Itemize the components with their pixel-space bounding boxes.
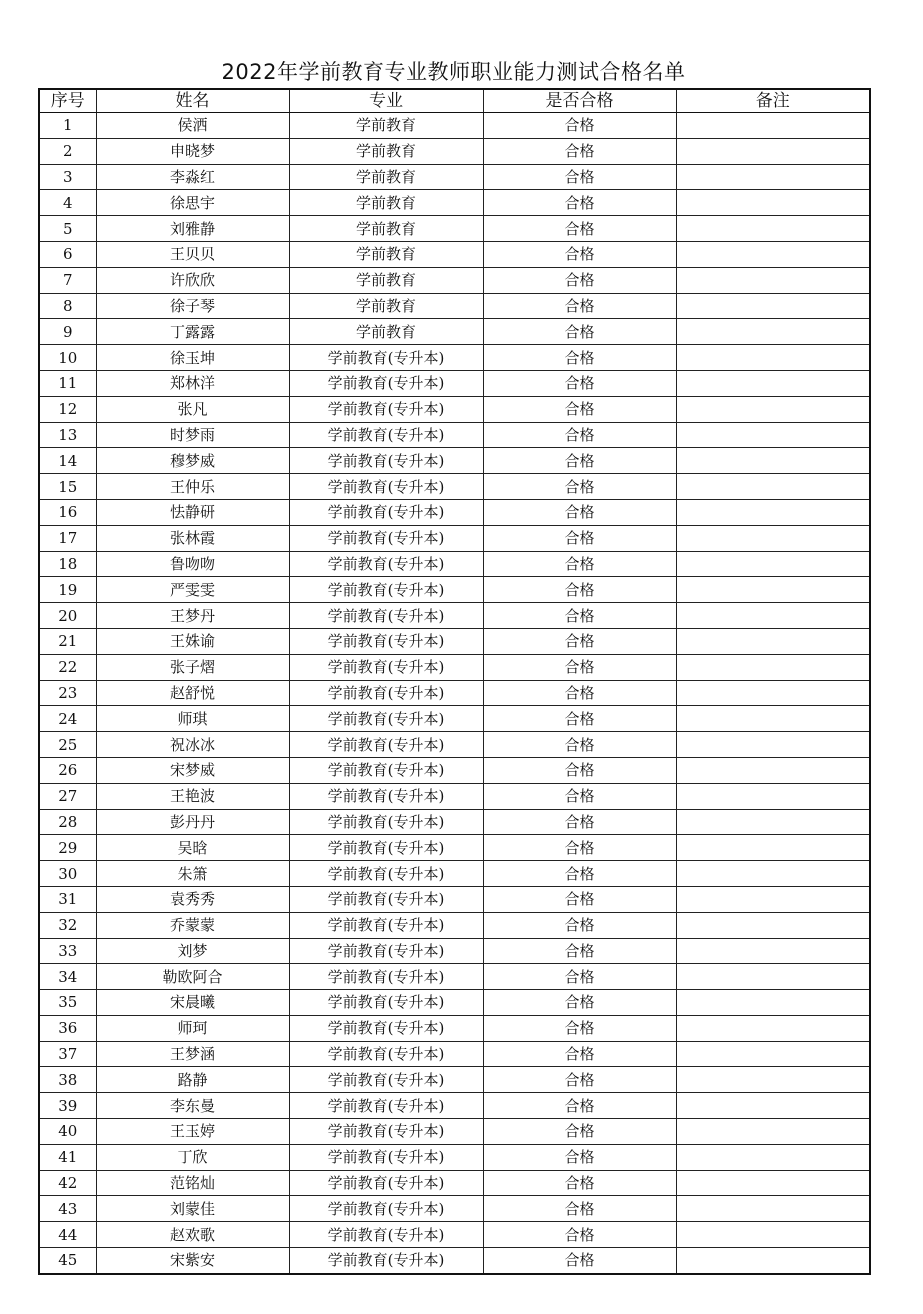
cell-pass: 合格 [483, 861, 676, 887]
table-row [39, 809, 870, 835]
cell-name: 彭丹丹 [96, 809, 289, 835]
cell-note [676, 370, 870, 396]
table-row [39, 732, 870, 758]
cell-number: 5 [39, 216, 96, 242]
cell-major: 学前教育(专升本) [289, 422, 483, 448]
cell-note [676, 241, 870, 267]
cell-pass: 合格 [483, 912, 676, 938]
cell-pass: 合格 [483, 886, 676, 912]
cell-number: 32 [39, 912, 96, 938]
header-row [39, 89, 870, 113]
cell-pass: 合格 [483, 783, 676, 809]
cell-pass: 合格 [483, 499, 676, 525]
cell-pass: 合格 [483, 732, 676, 758]
cell-number: 43 [39, 1196, 96, 1222]
cell-note [676, 964, 870, 990]
cell-pass: 合格 [483, 1222, 676, 1248]
cell-number: 6 [39, 241, 96, 267]
cell-note [676, 345, 870, 371]
cell-note [676, 706, 870, 732]
cell-note [676, 164, 870, 190]
table-row [39, 938, 870, 964]
cell-major: 学前教育(专升本) [289, 654, 483, 680]
cell-pass: 合格 [483, 448, 676, 474]
cell-number: 36 [39, 1015, 96, 1041]
cell-pass: 合格 [483, 809, 676, 835]
table-row [39, 1041, 870, 1067]
cell-name: 张林霞 [96, 525, 289, 551]
table-row [39, 628, 870, 654]
cell-note [676, 732, 870, 758]
cell-pass: 合格 [483, 1144, 676, 1170]
cell-number: 19 [39, 577, 96, 603]
cell-name: 赵欢歌 [96, 1222, 289, 1248]
cell-major: 学前教育(专升本) [289, 1196, 483, 1222]
table-header [39, 89, 870, 113]
cell-major: 学前教育(专升本) [289, 345, 483, 371]
table-row [39, 1196, 870, 1222]
cell-name: 徐子琴 [96, 293, 289, 319]
cell-pass: 合格 [483, 370, 676, 396]
table-row [39, 861, 870, 887]
table-row [39, 1093, 870, 1119]
cell-note [676, 448, 870, 474]
table-row [39, 1119, 870, 1145]
table-row [39, 680, 870, 706]
cell-major: 学前教育(专升本) [289, 1144, 483, 1170]
cell-major: 学前教育(专升本) [289, 628, 483, 654]
cell-number: 18 [39, 551, 96, 577]
cell-pass: 合格 [483, 835, 676, 861]
cell-number: 20 [39, 603, 96, 629]
table-row [39, 396, 870, 422]
cell-name: 宋紫安 [96, 1248, 289, 1274]
cell-name: 袁秀秀 [96, 886, 289, 912]
cell-note [676, 835, 870, 861]
cell-name: 郑林洋 [96, 370, 289, 396]
cell-number: 3 [39, 164, 96, 190]
cell-pass: 合格 [483, 164, 676, 190]
cell-major: 学前教育(专升本) [289, 732, 483, 758]
cell-number: 1 [39, 113, 96, 139]
cell-note [676, 1015, 870, 1041]
cell-name: 刘雅静 [96, 216, 289, 242]
cell-note [676, 990, 870, 1016]
column-header-major: 专业 [289, 89, 483, 113]
cell-pass: 合格 [483, 1248, 676, 1274]
table-row [39, 319, 870, 345]
cell-note [676, 1041, 870, 1067]
cell-name: 时梦雨 [96, 422, 289, 448]
cell-pass: 合格 [483, 1041, 676, 1067]
cell-name: 李淼红 [96, 164, 289, 190]
cell-major: 学前教育(专升本) [289, 835, 483, 861]
cell-major: 学前教育 [289, 267, 483, 293]
cell-note [676, 1248, 870, 1274]
table-row [39, 293, 870, 319]
cell-note [676, 809, 870, 835]
table-row [39, 654, 870, 680]
cell-name: 吴晗 [96, 835, 289, 861]
cell-pass: 合格 [483, 1015, 676, 1041]
table-row [39, 113, 870, 139]
table-row [39, 1222, 870, 1248]
cell-pass: 合格 [483, 938, 676, 964]
cell-number: 27 [39, 783, 96, 809]
cell-name: 侯洒 [96, 113, 289, 139]
cell-major: 学前教育(专升本) [289, 809, 483, 835]
cell-number: 37 [39, 1041, 96, 1067]
cell-major: 学前教育(专升本) [289, 603, 483, 629]
cell-number: 14 [39, 448, 96, 474]
cell-major: 学前教育(专升本) [289, 886, 483, 912]
cell-major: 学前教育(专升本) [289, 1093, 483, 1119]
table-row [39, 525, 870, 551]
cell-note [676, 551, 870, 577]
cell-name: 宋梦威 [96, 757, 289, 783]
cell-number: 22 [39, 654, 96, 680]
cell-note [676, 577, 870, 603]
cell-note [676, 603, 870, 629]
cell-number: 8 [39, 293, 96, 319]
cell-number: 15 [39, 474, 96, 500]
table-row [39, 1144, 870, 1170]
cell-major: 学前教育 [289, 293, 483, 319]
table-row [39, 990, 870, 1016]
cell-major: 学前教育(专升本) [289, 912, 483, 938]
cell-name: 王仲乐 [96, 474, 289, 500]
cell-name: 丁露露 [96, 319, 289, 345]
cell-name: 王姝谕 [96, 628, 289, 654]
cell-number: 17 [39, 525, 96, 551]
cell-pass: 合格 [483, 190, 676, 216]
cell-number: 45 [39, 1248, 96, 1274]
cell-number: 26 [39, 757, 96, 783]
cell-note [676, 1222, 870, 1248]
cell-name: 严雯雯 [96, 577, 289, 603]
cell-note [676, 757, 870, 783]
table-row [39, 783, 870, 809]
cell-pass: 合格 [483, 113, 676, 139]
cell-name: 范铭灿 [96, 1170, 289, 1196]
cell-major: 学前教育 [289, 216, 483, 242]
table-row [39, 216, 870, 242]
cell-note [676, 938, 870, 964]
cell-pass: 合格 [483, 603, 676, 629]
cell-note [676, 1196, 870, 1222]
cell-note [676, 267, 870, 293]
table-row [39, 964, 870, 990]
cell-name: 祝冰冰 [96, 732, 289, 758]
table-row [39, 1067, 870, 1093]
cell-pass: 合格 [483, 216, 676, 242]
cell-note [676, 912, 870, 938]
cell-name: 张凡 [96, 396, 289, 422]
table-row [39, 551, 870, 577]
cell-major: 学前教育(专升本) [289, 1170, 483, 1196]
cell-number: 2 [39, 138, 96, 164]
cell-pass: 合格 [483, 964, 676, 990]
cell-note [676, 319, 870, 345]
cell-name: 王梦丹 [96, 603, 289, 629]
column-header-number: 序号 [39, 89, 96, 113]
cell-pass: 合格 [483, 757, 676, 783]
cell-number: 11 [39, 370, 96, 396]
cell-number: 38 [39, 1067, 96, 1093]
cell-major: 学前教育(专升本) [289, 680, 483, 706]
cell-major: 学前教育(专升本) [289, 1222, 483, 1248]
cell-note [676, 216, 870, 242]
cell-note [676, 654, 870, 680]
cell-major: 学前教育(专升本) [289, 990, 483, 1016]
cell-number: 10 [39, 345, 96, 371]
table-row [39, 267, 870, 293]
cell-major: 学前教育(专升本) [289, 474, 483, 500]
cell-pass: 合格 [483, 1067, 676, 1093]
table-row [39, 1248, 870, 1274]
cell-major: 学前教育 [289, 164, 483, 190]
cell-pass: 合格 [483, 628, 676, 654]
cell-name: 鲁吻吻 [96, 551, 289, 577]
table-row [39, 912, 870, 938]
cell-number: 23 [39, 680, 96, 706]
cell-pass: 合格 [483, 551, 676, 577]
cell-name: 徐思宇 [96, 190, 289, 216]
cell-number: 16 [39, 499, 96, 525]
cell-name: 怯静研 [96, 499, 289, 525]
cell-major: 学前教育 [289, 138, 483, 164]
cell-number: 28 [39, 809, 96, 835]
cell-number: 13 [39, 422, 96, 448]
cell-pass: 合格 [483, 345, 676, 371]
cell-number: 12 [39, 396, 96, 422]
cell-name: 张子熠 [96, 654, 289, 680]
cell-note [676, 1067, 870, 1093]
cell-major: 学前教育(专升本) [289, 757, 483, 783]
cell-name: 乔蒙蒙 [96, 912, 289, 938]
cell-note [676, 525, 870, 551]
cell-pass: 合格 [483, 680, 676, 706]
cell-major: 学前教育 [289, 319, 483, 345]
cell-major: 学前教育(专升本) [289, 525, 483, 551]
cell-major: 学前教育(专升本) [289, 396, 483, 422]
cell-pass: 合格 [483, 1093, 676, 1119]
cell-note [676, 422, 870, 448]
cell-major: 学前教育(专升本) [289, 577, 483, 603]
cell-note [676, 680, 870, 706]
table-row [39, 345, 870, 371]
cell-name: 路静 [96, 1067, 289, 1093]
cell-major: 学前教育(专升本) [289, 1119, 483, 1145]
cell-name: 师珂 [96, 1015, 289, 1041]
cell-major: 学前教育(专升本) [289, 1041, 483, 1067]
roster-table [38, 88, 871, 1275]
cell-pass: 合格 [483, 319, 676, 345]
table-row [39, 603, 870, 629]
table-row [39, 835, 870, 861]
cell-pass: 合格 [483, 525, 676, 551]
cell-number: 34 [39, 964, 96, 990]
cell-major: 学前教育(专升本) [289, 370, 483, 396]
cell-note [676, 861, 870, 887]
table-row [39, 1015, 870, 1041]
cell-number: 41 [39, 1144, 96, 1170]
cell-major: 学前教育(专升本) [289, 1248, 483, 1274]
table-row [39, 138, 870, 164]
cell-pass: 合格 [483, 1119, 676, 1145]
cell-note [676, 886, 870, 912]
cell-note [676, 1170, 870, 1196]
cell-number: 39 [39, 1093, 96, 1119]
cell-note [676, 113, 870, 139]
cell-name: 刘梦 [96, 938, 289, 964]
table-row [39, 448, 870, 474]
table-body [39, 113, 870, 1274]
cell-note [676, 396, 870, 422]
cell-number: 4 [39, 190, 96, 216]
table-row [39, 757, 870, 783]
table-row [39, 241, 870, 267]
cell-note [676, 628, 870, 654]
cell-note [676, 1119, 870, 1145]
cell-pass: 合格 [483, 577, 676, 603]
cell-name: 师琪 [96, 706, 289, 732]
table-row [39, 422, 870, 448]
cell-number: 40 [39, 1119, 96, 1145]
table-row [39, 886, 870, 912]
table-row [39, 499, 870, 525]
cell-major: 学前教育(专升本) [289, 1015, 483, 1041]
cell-name: 许欣欣 [96, 267, 289, 293]
cell-pass: 合格 [483, 241, 676, 267]
cell-name: 朱箫 [96, 861, 289, 887]
cell-note [676, 293, 870, 319]
cell-major: 学前教育 [289, 113, 483, 139]
cell-major: 学前教育(专升本) [289, 938, 483, 964]
cell-pass: 合格 [483, 706, 676, 732]
cell-number: 9 [39, 319, 96, 345]
cell-name: 申晓梦 [96, 138, 289, 164]
column-header-note: 备注 [676, 89, 870, 113]
cell-pass: 合格 [483, 396, 676, 422]
cell-number: 21 [39, 628, 96, 654]
column-header-pass: 是否合格 [483, 89, 676, 113]
cell-number: 29 [39, 835, 96, 861]
cell-name: 勒欧阿合 [96, 964, 289, 990]
cell-note [676, 138, 870, 164]
table-row [39, 577, 870, 603]
cell-major: 学前教育(专升本) [289, 499, 483, 525]
cell-name: 刘蒙佳 [96, 1196, 289, 1222]
cell-name: 赵舒悦 [96, 680, 289, 706]
cell-number: 30 [39, 861, 96, 887]
cell-pass: 合格 [483, 1196, 676, 1222]
table-row [39, 190, 870, 216]
cell-major: 学前教育(专升本) [289, 706, 483, 732]
cell-number: 24 [39, 706, 96, 732]
cell-major: 学前教育(专升本) [289, 783, 483, 809]
cell-pass: 合格 [483, 422, 676, 448]
cell-major: 学前教育(专升本) [289, 1067, 483, 1093]
cell-pass: 合格 [483, 138, 676, 164]
page-title: 2022年学前教育专业教师职业能力测试合格名单 [221, 60, 686, 84]
cell-number: 33 [39, 938, 96, 964]
cell-number: 31 [39, 886, 96, 912]
cell-major: 学前教育(专升本) [289, 448, 483, 474]
cell-major: 学前教育(专升本) [289, 964, 483, 990]
cell-pass: 合格 [483, 267, 676, 293]
cell-pass: 合格 [483, 654, 676, 680]
cell-note [676, 190, 870, 216]
cell-note [676, 1144, 870, 1170]
cell-name: 王贝贝 [96, 241, 289, 267]
cell-number: 42 [39, 1170, 96, 1196]
cell-name: 丁欣 [96, 1144, 289, 1170]
cell-note [676, 1093, 870, 1119]
cell-note [676, 499, 870, 525]
cell-name: 徐玉坤 [96, 345, 289, 371]
cell-name: 王玉婷 [96, 1119, 289, 1145]
cell-major: 学前教育 [289, 190, 483, 216]
cell-name: 王艳波 [96, 783, 289, 809]
cell-major: 学前教育 [289, 241, 483, 267]
cell-note [676, 474, 870, 500]
cell-major: 学前教育(专升本) [289, 551, 483, 577]
cell-name: 穆梦威 [96, 448, 289, 474]
cell-pass: 合格 [483, 474, 676, 500]
cell-number: 25 [39, 732, 96, 758]
cell-name: 王梦涵 [96, 1041, 289, 1067]
cell-major: 学前教育(专升本) [289, 861, 483, 887]
cell-name: 李东曼 [96, 1093, 289, 1119]
cell-pass: 合格 [483, 1170, 676, 1196]
table-row [39, 706, 870, 732]
column-header-name: 姓名 [96, 89, 289, 113]
table-row [39, 370, 870, 396]
cell-name: 宋晨曦 [96, 990, 289, 1016]
table-row [39, 1170, 870, 1196]
cell-number: 35 [39, 990, 96, 1016]
cell-note [676, 783, 870, 809]
cell-pass: 合格 [483, 990, 676, 1016]
table-row [39, 474, 870, 500]
table-row [39, 164, 870, 190]
cell-number: 44 [39, 1222, 96, 1248]
cell-number: 7 [39, 267, 96, 293]
cell-pass: 合格 [483, 293, 676, 319]
